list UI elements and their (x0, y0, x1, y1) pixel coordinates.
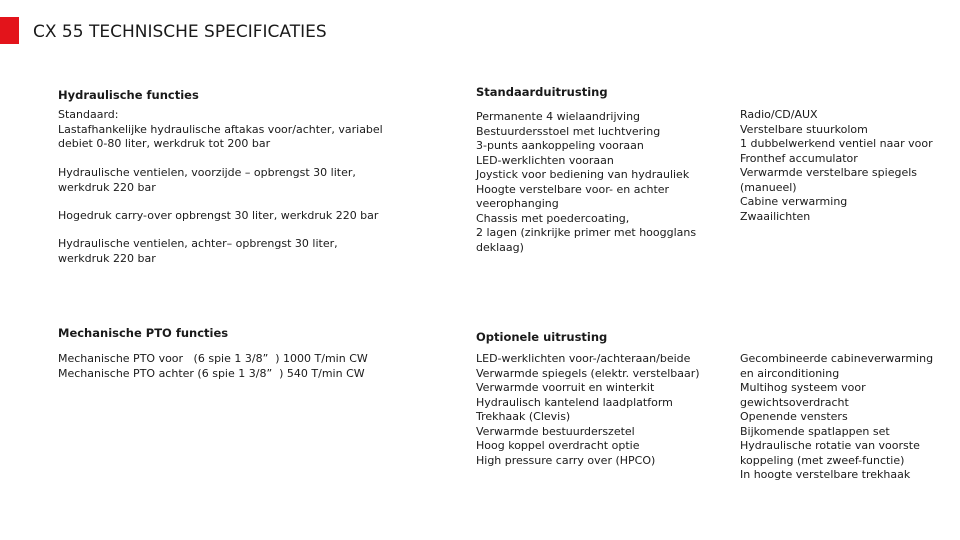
hydraulic-front-valves-text: Hydraulische ventielen, voorzijde – opbrengst 30 liter, werkdruk 220 bar (58, 166, 356, 194)
hydraulic-heading: Hydraulische functies (58, 88, 199, 102)
pto-rear-line: Mechanische PTO achter (6 spie 1 3/8” ) 540 T/min CW (58, 366, 365, 380)
pto-heading: Mechanische PTO functies (58, 326, 229, 340)
standard-equipment-list-1: Permanente 4 wielaandrijving Bestuurdersstoel met luchtvering 3-punts aankoppeling vooraan LED-werklichten vooraan Joystick voor bediening van hydrauliek Hoogte verstelbare voor- en achter veerophanging Chassis met poedercoating, 2 lagen (zinkrijke primer met hoogglans deklaag) (476, 110, 697, 254)
pto-front-line: Mechanische PTO voor (6 spie 1 3/8” ) 1000 T/min CW (58, 352, 368, 365)
optional-equipment-list-2: Gecombineerde cabineverwarming en airconditioning Multihog systeem voor gewichtsoverdracht Openende vensters Bijkomende spatlappen set Hydraulische rotatie van voorste koppeling (met zweef-functie) In hoogte verstelbare trekhaak (740, 352, 934, 481)
page-title: CX 55 TECHNISCHE SPECIFICATIES (33, 22, 327, 42)
optional-equipment-heading: Optionele uitrusting (476, 330, 608, 344)
hydraulic-rear-valves-text: Hydraulische ventielen, achter– opbrengst 30 liter, werkdruk 220 bar (58, 237, 338, 265)
standard-equipment-heading: Standaarduitrusting (476, 85, 608, 99)
standard-equipment-list-2: Radio/CD/AUX Verstelbare stuurkolom 1 dubbelwerkend ventiel naar voor Fronthef accumulator Verwarmde verstelbare spiegels (manueel) Cabine verwarming Zwaailichten (740, 108, 933, 223)
hydraulic-standard-text: Standaard: Lastafhankelijke hydraulische aftakas voor/achter, variabel debiet 0-80 liter, werkdruk tot 200 bar (58, 108, 383, 150)
optional-equipment-list-1: LED-werklichten voor-/achteraan/beide Verwarmde spiegels (elektr. verstelbaar) Verwarmde voorruit en winterkit Hydraulisch kantelend laadplatform Trekhaak (Clevis) Verwarmde bestuurderszetel Hoog koppel overdracht optie High pressure carry over (HPCO) (476, 352, 700, 467)
hydraulic-carry-over-text: Hogedruk carry-over opbrengst 30 liter, werkdruk 220 bar (58, 209, 379, 222)
red-accent-bar (0, 17, 19, 44)
